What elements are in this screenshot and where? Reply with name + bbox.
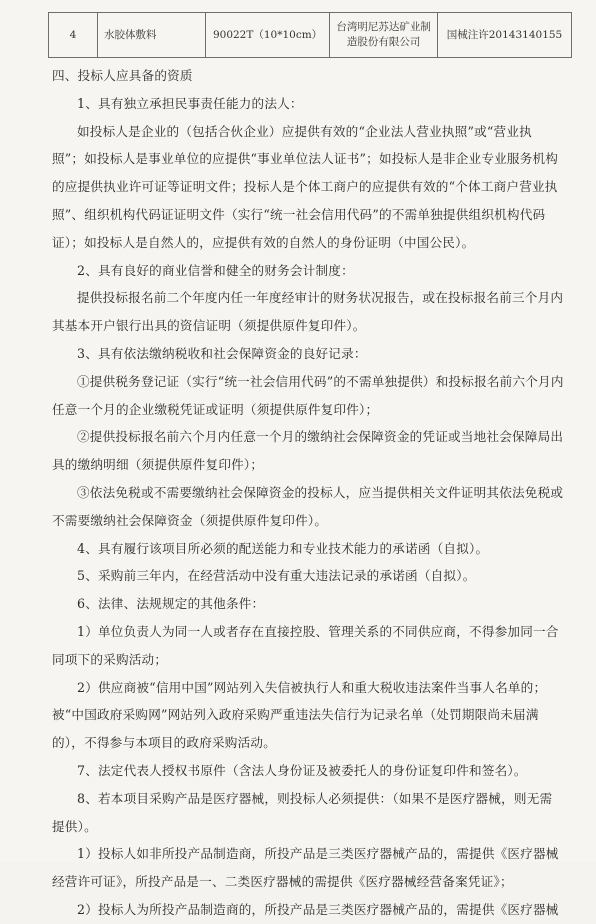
section-heading: 四、投标人应具备的资质	[52, 68, 193, 83]
qualification-section	[52, 62, 564, 924]
paragraph: 2）供应商被“信用中国”网站列入失信被执行人和重大税收违法案件当事人名单的；被“中国政府采购网”网站列入政府采购严重违法失信行为记录名单（处罚期限尚未届满的），不得参与本项目的政府采购活动。	[52, 679, 547, 751]
paragraph: 1、具有独立承担民事责任能力的法人：	[77, 95, 303, 111]
table-row	[49, 13, 572, 58]
paragraph: 如投标人是企业的（包括合伙企业）应提供有效的“企业法人营业执照”或“营业执照”；如投标人是事业单位的应提供“事业单位法人证书”；如投标人是非企业专业服务机构的应提供执业许可证等证明文件；投标人是个体工商户的应提供有效的“个体工商户营业执照”、组织机构代码证证明文件（实行“统一社会信用代码”的不需单独提供组织机构代码证）；如投标人是自然人的，应提供有效的自然人的身份证明（中国公民）。	[52, 123, 559, 250]
paragraph: ③依法免税或不需要缴纳社会保障资金的投标人，应当提供相关文件证明其依法免税或不需要缴纳社会保障资金（须提供原件复印件）。	[52, 484, 564, 528]
paragraph: 2）投标人为所投产品制造商的，所投产品是三类医疗器械产品的，需提供《医疗器械	[77, 901, 559, 917]
manufacturer: 台湾明尼苏达矿业制造股份有限公司	[330, 13, 438, 58]
paragraph: ①提供税务登记证（实行“统一社会信用代码”的不需单独提供）和投标报名前六个月内任意一个月的企业缴税凭证或证明（须提供原件复印件）；	[52, 373, 564, 417]
paragraph: 4、具有履行该项目所必须的配送能力和专业技术能力的承诺函（自拟）。	[77, 540, 489, 556]
paragraph: 5、采购前三年内，在经营活动中没有重大违法记录的承诺函（自拟）。	[77, 568, 476, 584]
paragraph: 提供投标报名前二个年度内任一年度经审计的财务状况报告，或在投标报名前三个月内其基本开户银行出具的资信证明（须提供原件复印件）。	[52, 290, 564, 334]
paragraph: 6、法律、法规规定的其他条件：	[77, 596, 265, 612]
paragraph: ②提供投标报名前六个月内任意一个月的缴纳社会保障资金的凭证或当地社会保障局出具的缴纳明细（须提供原件复印件）；	[52, 429, 564, 473]
product-name: 水胶体敷料	[98, 13, 206, 58]
row-index: 4	[49, 13, 98, 58]
product-table	[48, 12, 572, 58]
registration-number: 国械注许20143140155	[438, 13, 572, 58]
paragraph: 7、法定代表人授权书原件（含法人身份证及被委托人的身份证复印件和签名）。	[77, 762, 527, 778]
paragraph: 1）投标人如非所投产品制造商，所投产品是三类医疗器械产品的，需提供《医疗器械经营许可证》，所投产品是一、二类医疗器械的需提供《医疗器械经营备案凭证》；	[52, 846, 559, 890]
paragraph: 2、具有良好的商业信誉和健全的财务会计制度：	[77, 262, 354, 278]
paragraph: 3、具有依法缴纳税收和社会保障资金的良好记录：	[77, 345, 367, 361]
paragraph: 1）单位负责人为同一人或者存在直接控股、管理关系的不同供应商，不得参加同一合同项下的采购活动；	[52, 623, 559, 667]
paragraph: 8、若本项目采购产品是医疗器械，则投标人必须提供：（如果不是医疗器械，则无需提供）。	[52, 790, 553, 834]
product-model: 90022T（10*10cm）	[205, 13, 329, 58]
